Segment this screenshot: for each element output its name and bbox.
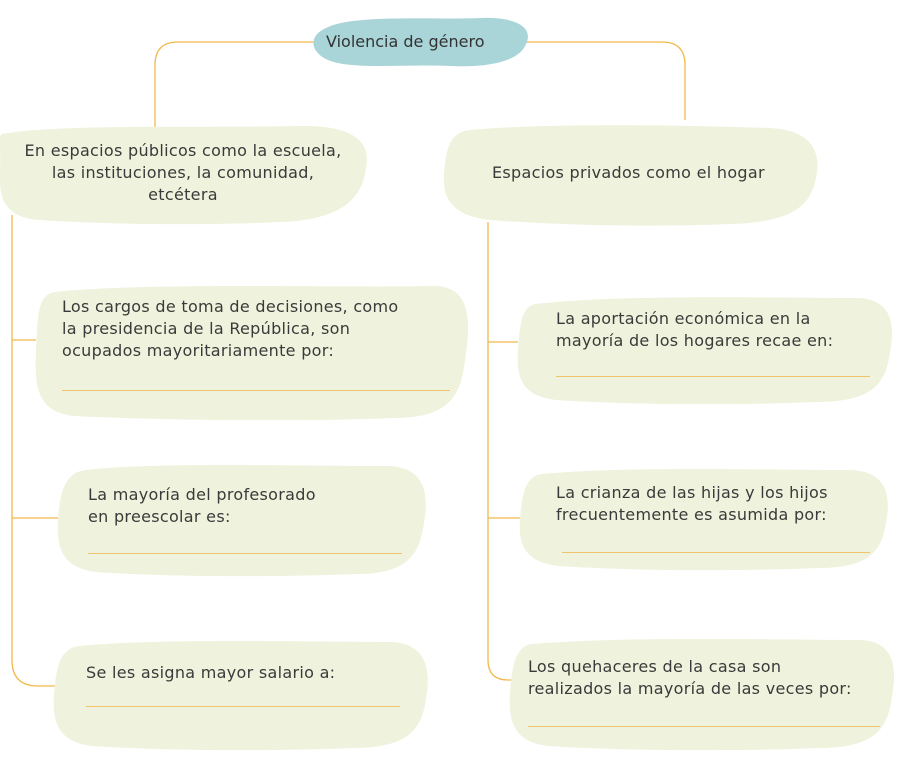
right-item-2-answer-line[interactable] — [562, 552, 870, 553]
connector-title-left — [155, 42, 325, 128]
right-header-node — [440, 120, 820, 226]
left-item-1-answer-line[interactable] — [62, 390, 450, 391]
left-item-3-answer-line[interactable] — [86, 706, 400, 707]
left-item-2-text: La mayoría del profesorado en preescolar es: — [88, 485, 316, 526]
left-item-1 — [34, 282, 470, 422]
right-item-3-answer-line[interactable] — [528, 726, 880, 727]
right-item-1 — [516, 292, 894, 406]
title-text: Violencia de género — [326, 32, 485, 51]
left-item-1-text: Los cargos de toma de decisiones, como la presidencia de la República, son ocupados mayoritariamente por: — [62, 297, 399, 360]
right-item-1-answer-line[interactable] — [556, 376, 870, 377]
right-header-text: Espacios privados como el hogar — [492, 163, 765, 182]
right-item-3-text: Los quehaceres de la casa son realizados la mayoría de las veces por: — [528, 657, 852, 698]
left-item-3-blob-shape — [52, 636, 430, 752]
right-item-2 — [518, 464, 890, 572]
left-item-3-text: Se les asigna mayor salario a: — [86, 663, 336, 682]
title-node — [312, 16, 530, 68]
left-item-2 — [56, 460, 428, 578]
connector-right-spine — [488, 222, 522, 680]
left-header-node — [0, 120, 372, 226]
right-item-2-text: La crianza de las hijas y los hijos frecuentemente es asumida por: — [556, 483, 828, 524]
left-item-2-answer-line[interactable] — [88, 553, 402, 554]
connector-title-right — [522, 42, 685, 120]
right-item-3 — [508, 634, 896, 752]
left-header-text: En espacios públicos como la escuela, las instituciones, la comunidad, etcétera — [24, 141, 342, 204]
right-item-1-text: La aportación económica en la mayoría de los hogares recae en: — [556, 309, 834, 350]
left-item-3 — [52, 636, 430, 752]
